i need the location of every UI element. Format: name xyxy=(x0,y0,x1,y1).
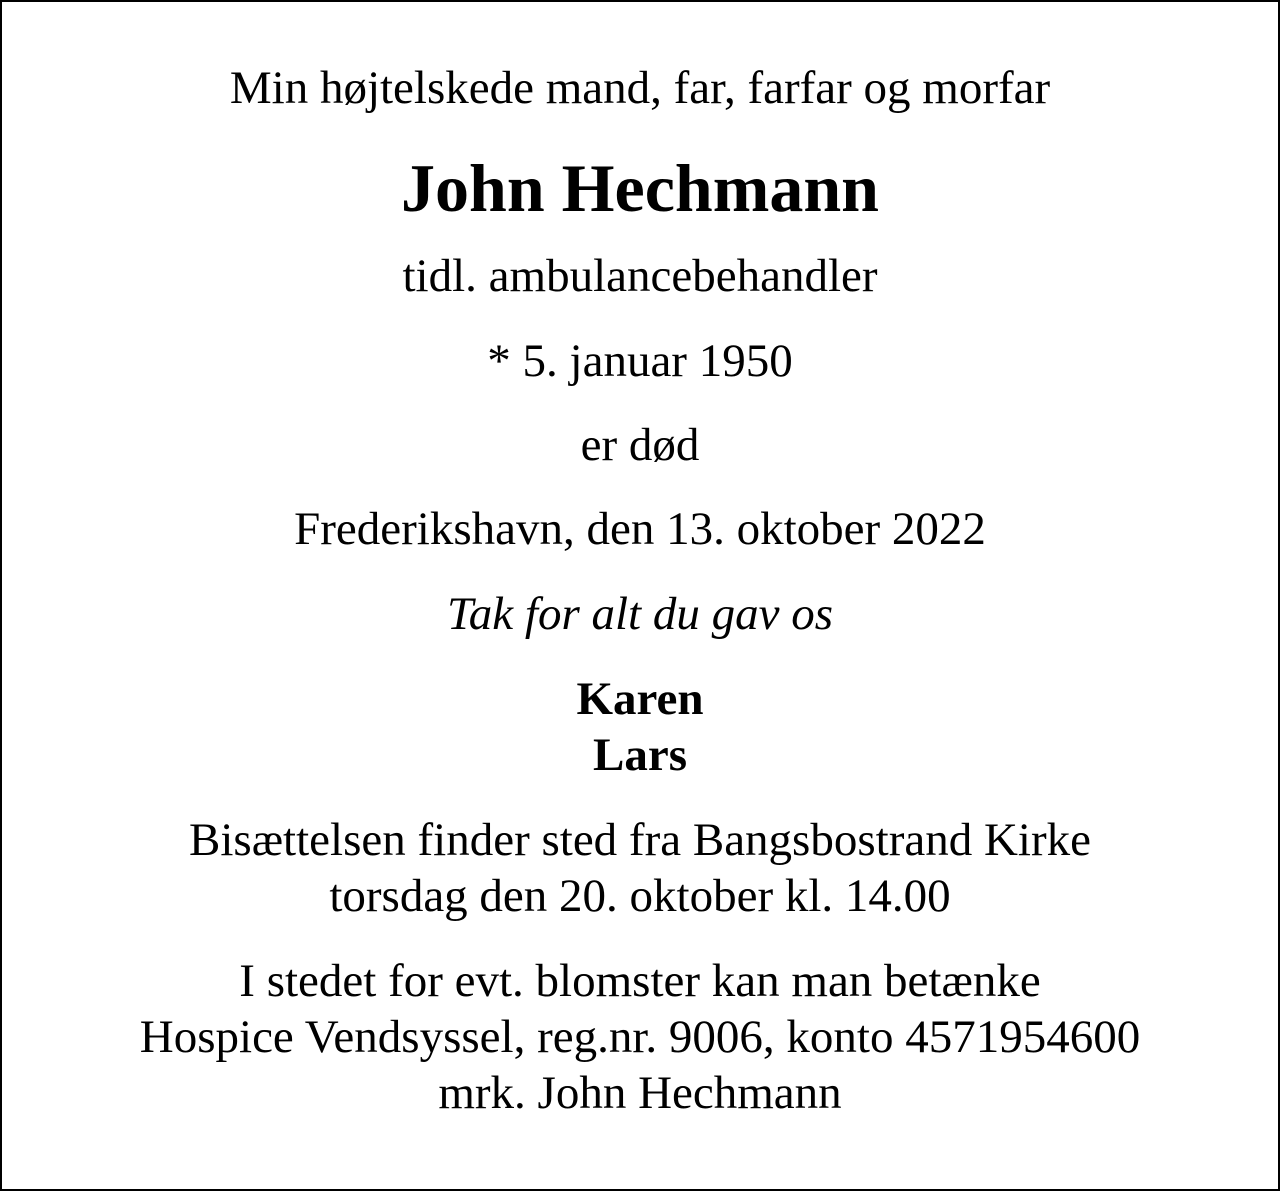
signer-name: Lars xyxy=(593,729,687,781)
former-occupation: tidl. ambulancebehandler xyxy=(402,250,878,302)
deceased-name: John Hechmann xyxy=(401,150,879,226)
signer-name: Karen xyxy=(576,673,704,725)
funeral-line: torsdag den 20. oktober kl. 14.00 xyxy=(329,870,951,922)
intro-line: Min højtelskede mand, far, farfar og morfar xyxy=(229,62,1051,114)
donation-line: Hospice Vendsyssel, reg.nr. 9006, konto 4571954600 xyxy=(139,1011,1141,1063)
death-status: er død xyxy=(580,419,700,471)
donation-line: I stedet for evt. blomster kan man betænke xyxy=(239,955,1041,1007)
donation-line: mrk. John Hechmann xyxy=(438,1067,842,1119)
place-and-date: Frederikshavn, den 13. oktober 2022 xyxy=(294,503,986,555)
thanks-line: Tak for alt du gav os xyxy=(446,588,834,640)
birth-date: * 5. januar 1950 xyxy=(487,335,793,387)
funeral-line: Bisættelsen finder sted fra Bangsbostrand Kirke xyxy=(189,814,1091,866)
